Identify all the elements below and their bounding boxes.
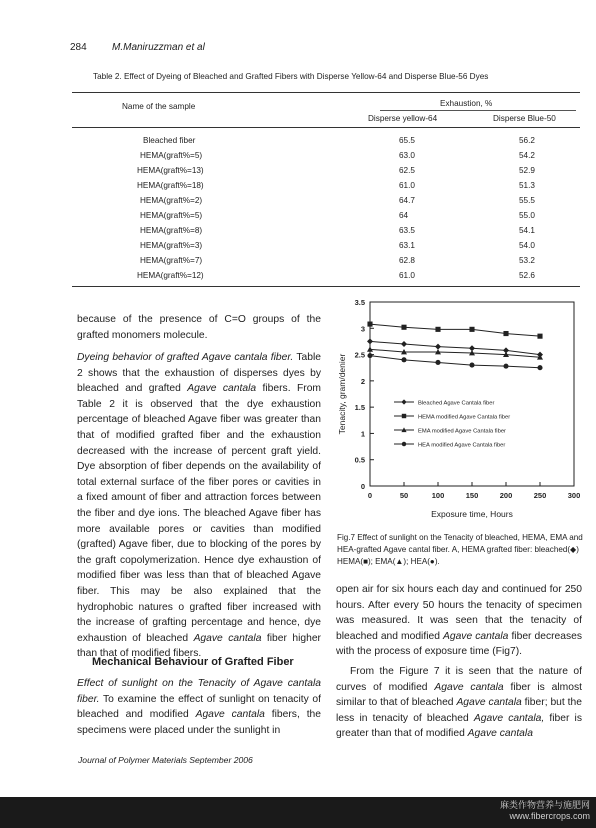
table-cell-blue: 52.6 (519, 271, 535, 280)
data-point-circle (469, 363, 474, 368)
legend-label: HEMA modified Agave Cantala fiber (418, 414, 511, 421)
running-header-authors: M.Maniruzzman et al (112, 42, 205, 53)
table-group-rule (380, 110, 576, 111)
table-cell-name: Bleached fiber (143, 136, 196, 145)
text-run: Agave cantala (456, 697, 522, 709)
table-cell-name: HEMA(graft%=18) (137, 181, 204, 190)
table-caption: Table 2. Effect of Dyeing of Bleached and Grafted Fibers with Disperse Yellow-64 and Disperse Blue-56 Dyes (93, 72, 489, 81)
tenacity-chart (330, 292, 586, 528)
table-cell-yellow: 62.5 (399, 166, 415, 175)
table-bottom-rule (72, 286, 580, 287)
text-run: To examine the effect of sunlight on tenacity of bleached and modified (77, 693, 321, 721)
data-point-circle (537, 365, 542, 370)
section-heading: Mechanical Behaviour of Grafted Fiber (92, 656, 294, 668)
legend-marker-diamond (401, 399, 406, 404)
table-header-blue: Disperse Blue-50 (493, 114, 556, 123)
text-run: From the Figure 7 it is seen that the nature of curves of modified (336, 666, 582, 693)
table-cell-blue: 54.0 (519, 241, 535, 250)
text-run: Agave cantala (187, 383, 257, 395)
table-cell-yellow: 62.8 (399, 256, 415, 265)
text-run: fibers, the specimens were placed under the sunlight in (77, 709, 322, 736)
series-line-circle (370, 356, 540, 368)
text-run: Agave cantala (193, 632, 262, 644)
table-cell-yellow: 63.1 (399, 241, 415, 250)
data-point-square (435, 327, 440, 332)
x-axis-label: Exposure time, Hours (431, 509, 513, 519)
table-header-rule (72, 127, 580, 128)
y-tick-label: 1.5 (354, 403, 365, 413)
table-cell-name: HEMA(graft%=5) (140, 211, 203, 220)
data-point-square (367, 322, 372, 327)
text-run: Agave cantala (467, 728, 533, 740)
text-run: fiber is almost similar to that of bleached (336, 681, 582, 709)
watermark (500, 800, 590, 822)
data-point-circle (503, 364, 508, 369)
table-cell-yellow: 61.0 (399, 271, 415, 280)
table-cell-name: HEMA(graft%=8) (140, 226, 203, 235)
data-point-circle (367, 353, 372, 358)
text-run: open air for six hours each day and continued for 250 hours. After every 50 hours the tenacity of specimen was measured. It was seen that the tenacity of bleached and modified (336, 584, 582, 642)
paragraph-lead: Dyeing behavior of grafted Agave cantala fiber. (77, 352, 294, 363)
data-point-diamond (367, 338, 373, 344)
left-paragraph-3 (77, 676, 321, 738)
legend-label: Bleached Agave Cantala fiber (418, 400, 495, 407)
text-run: fiber decreases with the process of exposure time (Fig7). (336, 630, 583, 658)
table-cell-blue: 55.5 (519, 196, 535, 205)
left-paragraph-2 (77, 350, 321, 662)
table-cell-name: HEMA(graft%=12) (137, 271, 204, 280)
text-run: Agave cantala (442, 630, 509, 642)
text-run: fiber is greater than that of modified (336, 712, 582, 740)
table-cell-blue: 54.2 (519, 151, 535, 160)
table-header-group: Exhaustion, % (440, 99, 493, 108)
text-run: Table 2 shows that the exhaustion of disperses dyes by bleached and grafted (77, 352, 322, 395)
data-point-square (503, 331, 508, 336)
x-tick-label: 0 (367, 491, 373, 500)
table-body (0, 136, 596, 286)
data-point-diamond (435, 344, 441, 350)
data-point-square (469, 327, 474, 332)
table-cell-blue: 56.2 (519, 136, 535, 145)
table-cell-name: HEMA(graft%=2) (140, 196, 203, 205)
data-point-diamond (401, 341, 407, 347)
watermark-line-1: 麻类作物营养与施肥网 (499, 800, 590, 810)
watermark-line-2: www.fibercrops.com (509, 811, 590, 821)
x-tick-label: 300 (567, 491, 581, 500)
y-tick-label: 3.5 (354, 298, 365, 307)
text-run: Agave cantala (195, 709, 265, 721)
right-paragraph-2 (336, 664, 582, 742)
x-tick-label: 200 (499, 491, 513, 500)
x-tick-label: 50 (399, 491, 409, 500)
table-cell-blue: 55.0 (519, 211, 535, 220)
table-header-sample: Name of the sample (122, 102, 196, 111)
legend-label: HEA modified Agave Cantala fiber (418, 442, 506, 449)
text-run: fiber higher than that of modified fibers. (77, 632, 321, 660)
y-tick-label: 0 (360, 482, 365, 491)
text-run: fiber; but the less in tenacity of bleached (336, 697, 582, 724)
right-paragraph-1 (336, 582, 582, 660)
table-cell-yellow: 64 (399, 211, 409, 220)
table-cell-yellow: 61.0 (399, 181, 415, 190)
figure-caption: Fig.7 Effect of sunlight on the Tenacity of bleached, HEMA, EMA and HEA-grafted Agave cantal fiber. A, HEMA grafted fiber: bleached(◆) HEMA(■); EMA(▲); HEA(●). (337, 533, 583, 567)
legend-marker-square (402, 414, 406, 418)
table-cell-blue: 54.1 (519, 226, 535, 235)
page-number: 284 (70, 42, 87, 53)
table-cell-yellow: 65.5 (399, 136, 415, 145)
y-tick-label: 1 (360, 429, 365, 439)
table-header-yellow: Disperse yellow-64 (368, 114, 438, 123)
table-cell-blue: 51.3 (519, 181, 535, 190)
text-run: Agave cantala, (473, 712, 545, 724)
data-point-square (401, 325, 406, 330)
text-run: Agave cantala (434, 681, 504, 693)
data-point-circle (435, 360, 440, 365)
y-tick-label: 2 (360, 376, 365, 386)
paragraph-lead: Effect of sunlight on the Tenacity of Agave cantala fiber. (77, 678, 321, 705)
series-line-triangle (370, 349, 540, 357)
y-tick-label: 2.5 (354, 350, 365, 360)
table-cell-name: HEMA(graft%=13) (137, 166, 204, 175)
journal-footer: Journal of Polymer Materials September 2006 (78, 755, 253, 765)
table-cell-yellow: 64.7 (399, 196, 415, 205)
table-cell-yellow: 63.0 (399, 151, 415, 160)
table-cell-name: HEMA(graft%=7) (140, 256, 203, 265)
y-axis-label: Tenacity, gram/denier (337, 353, 347, 435)
table-cell-name: HEMA(graft%=5) (140, 151, 203, 160)
table-top-rule (72, 92, 580, 93)
text-run: fibers. From Table 2 it is observed that the dye exhaustion percentage of bleached Agave fiber was greater than that of modified grafted fiber and the exhaustion decreased with the increase of percent graft yield. Dye absorption of fiber depends on the availability of total external surface of the fiber pores or cavities in a fixed amount of fiber and attraction forces between the fiber and dye ions. The bleached Agave fiber has more available pores or cavities than modified (grafted) Agave fiber, due to blocking of the pores by the graft copolymerization. Hence dye exhaustion of modified fiber was less than that of bleached Agave fiber. This may be also explained that the hydrophobic natures o grafted fiber increased with the increase of grafting percentage and hence, dye exhaustion of bleached (77, 383, 321, 644)
series-line-square (370, 324, 540, 336)
data-point-square (537, 334, 542, 339)
x-tick-label: 100 (431, 491, 445, 500)
y-tick-label: 0.5 (354, 455, 365, 465)
legend-marker-circle (402, 442, 406, 446)
table-cell-yellow: 63.5 (399, 226, 415, 235)
table-cell-name: HEMA(graft%=3) (140, 241, 203, 250)
legend-label: EMA modified Agave Cantala fiber (418, 428, 506, 435)
table-cell-blue: 52.9 (519, 166, 535, 175)
data-point-circle (401, 357, 406, 362)
x-tick-label: 150 (465, 491, 479, 500)
left-paragraph-1: because of the presence of C=O groups of the grafted monomers molecule. (77, 314, 321, 341)
table-cell-blue: 53.2 (519, 256, 535, 265)
x-tick-label: 250 (533, 491, 547, 500)
y-tick-label: 3 (360, 324, 365, 334)
